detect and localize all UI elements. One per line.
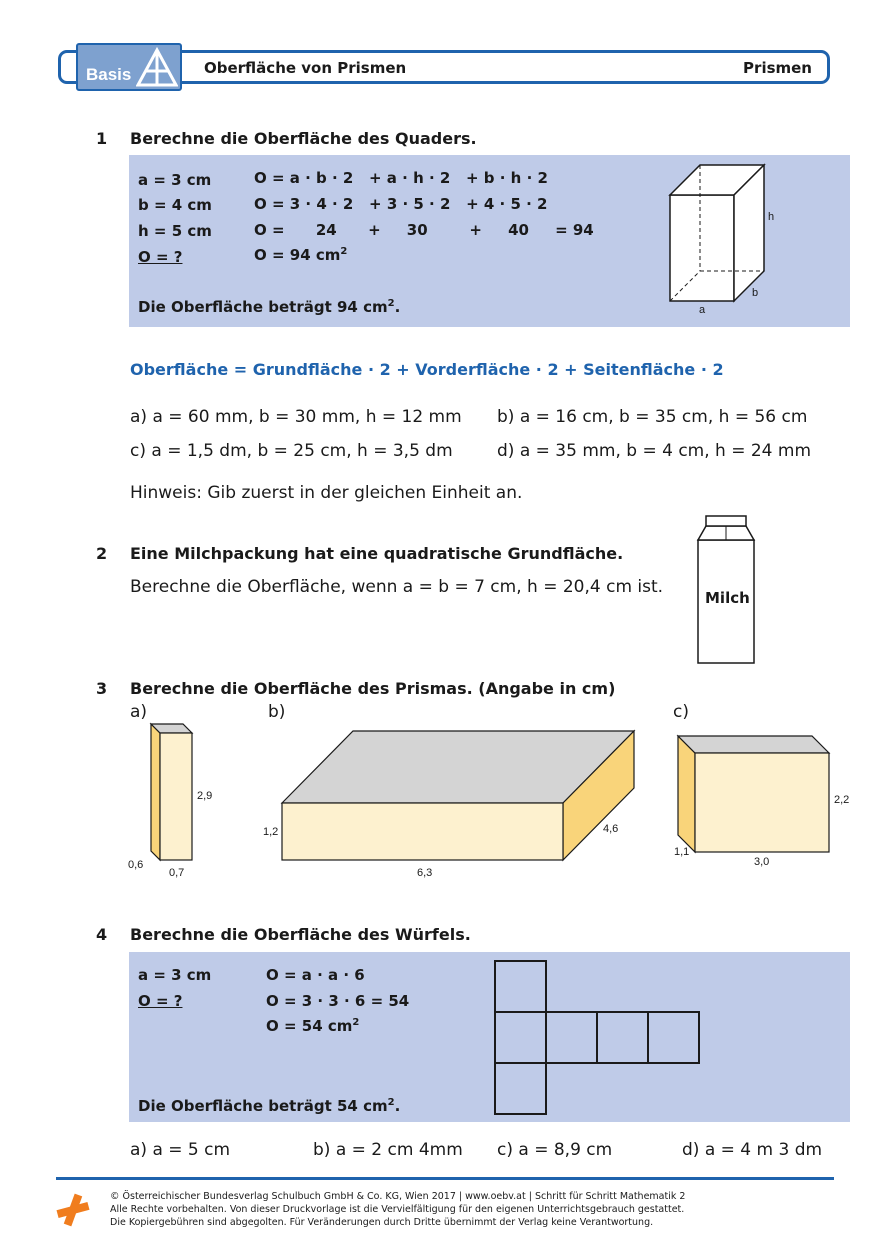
prism-a-width: 0,7	[169, 867, 185, 879]
footer-line-1: © Österreichischer Bundesverlag Schulbuch GmbH & Co. KG, Wien 2017 | www.oebv.at | Schritt für Schritt Mathematik 2	[110, 1191, 686, 1202]
cuboid-label-h: h	[768, 211, 775, 223]
task4-answer-text: Die Oberfläche beträgt 54 cm	[138, 1097, 388, 1115]
publisher-logo-icon	[54, 1192, 94, 1228]
exercise-4b: b) a = 2 cm 4mm	[313, 1140, 463, 1160]
exercise-1c: c) a = 1,5 dm, b = 25 cm, h = 3,5 dm	[130, 441, 453, 461]
task2-number: 2	[96, 544, 108, 563]
cuboid-label-a: a	[699, 304, 706, 316]
prism-b-depth: 4,6	[603, 823, 619, 835]
task4-step-2: O = 3 · 3 · 6 = 54	[266, 992, 410, 1010]
exercise-4a: a) a = 5 cm	[130, 1140, 231, 1160]
task2-text: Berechne die Oberfläche, wenn a = b = 7 cm, h = 20,4 cm ist.	[130, 577, 664, 597]
cube-net-diagram	[494, 958, 704, 1116]
task2-title: Eine Milchpackung hat eine quadratische Grundfläche.	[130, 544, 624, 563]
surface-formula: Oberfläche = Grundfläche · 2 + Vorderfläche · 2 + Seitenfläche · 2	[130, 360, 724, 379]
task1-step-3: O = 24 + 30 + 40 = 94	[254, 221, 594, 239]
cuboid-label-b: b	[752, 287, 759, 299]
prism-a-depth: 0,6	[128, 859, 144, 871]
task1-result-text: O = 94 cm	[254, 246, 341, 264]
prism-c	[678, 736, 829, 852]
prism-c-label: c)	[673, 702, 689, 722]
prism-a-label: a)	[130, 702, 148, 722]
footer-line-2: Alle Rechte vorbehalten. Von dieser Druckvorlage ist die Vervielfältigung für den eigenen Unterrichtsgebrauch gestattet.	[110, 1204, 685, 1215]
task1-given-h: h = 5 cm	[138, 222, 212, 240]
task4-answer-sup: 2	[387, 1097, 395, 1108]
exercise-4d: d) a = 4 m 3 dm	[682, 1140, 823, 1160]
exercise-1a: a) a = 60 mm, b = 30 mm, h = 12 mm	[130, 407, 462, 427]
task4-result-text: O = 54 cm	[266, 1017, 353, 1035]
task1-answer-sup: 2	[387, 298, 395, 309]
task4-given-a: a = 3 cm	[138, 966, 212, 984]
task1-result-sup: 2	[340, 246, 348, 257]
prism-a-height: 2,9	[197, 790, 213, 802]
page-topic: Prismen	[743, 59, 812, 77]
basis-label: Basis	[86, 65, 132, 84]
prism-b-height: 1,2	[263, 826, 279, 838]
task3-number: 3	[96, 679, 108, 698]
task1-given-a: a = 3 cm	[138, 171, 212, 189]
task1-given-b: b = 4 cm	[138, 196, 212, 214]
prism-b-width: 6,3	[417, 867, 433, 879]
footer-line-3: Die Kopiergebühren sind abgegolten. Für Veränderungen durch Dritte übernimmt der Verlag keine Verantwortung.	[110, 1217, 654, 1228]
task4-answer: Die Oberfläche beträgt 54 $cm^2$.	[138, 1097, 401, 1115]
exercise-1d: d) a = 35 mm, b = 4 cm, h = 24 mm	[497, 441, 812, 461]
task1-number: 1	[96, 129, 108, 148]
task4-number: 4	[96, 925, 108, 944]
task1-step-2: O = 3 · 4 · 2 + 3 · 5 · 2 + 4 · 5 · 2	[254, 195, 548, 213]
prism-c-width: 3,0	[754, 856, 770, 868]
task4-given-o: O = ?	[138, 992, 183, 1010]
task4-example-panel	[129, 952, 850, 1122]
prism-b-label: b)	[268, 702, 286, 722]
exercise-hint: Hinweis: Gib zuerst in der gleichen Einheit an.	[130, 483, 523, 503]
prism-c-height: 2,2	[834, 794, 850, 806]
task3-title: Berechne die Oberfläche des Prismas. (Angabe in cm)	[130, 679, 616, 698]
task1-answer: Die Oberfläche beträgt 94 $cm^2$.	[138, 298, 401, 316]
task4-result-sup: 2	[352, 1017, 360, 1028]
task1-title: Berechne die Oberfläche des Quaders.	[130, 129, 477, 148]
milk-carton-label: Milch	[705, 589, 750, 607]
exercise-1b: b) a = 16 cm, b = 35 cm, h = 56 cm	[497, 407, 808, 427]
task4-title: Berechne die Oberfläche des Würfels.	[130, 925, 471, 944]
prism-b	[282, 731, 634, 860]
task1-given-o: O = ?	[138, 248, 183, 266]
task4-result	[266, 1017, 359, 1035]
task4-step-1: O = a · a · 6	[266, 966, 365, 984]
prism-c-depth: 1,1	[674, 846, 690, 858]
page-title: Oberfläche von Prismen	[204, 59, 407, 77]
task1-answer-text: Die Oberfläche beträgt 94 cm	[138, 298, 388, 316]
footer-copyright	[110, 1190, 810, 1229]
exercise-4c: c) a = 8,9 cm	[497, 1140, 613, 1160]
footer-divider	[56, 1177, 834, 1180]
prism-a	[151, 724, 192, 860]
task1-step-1: O = a · b · 2 + a · h · 2 + b · h · 2	[254, 169, 548, 187]
